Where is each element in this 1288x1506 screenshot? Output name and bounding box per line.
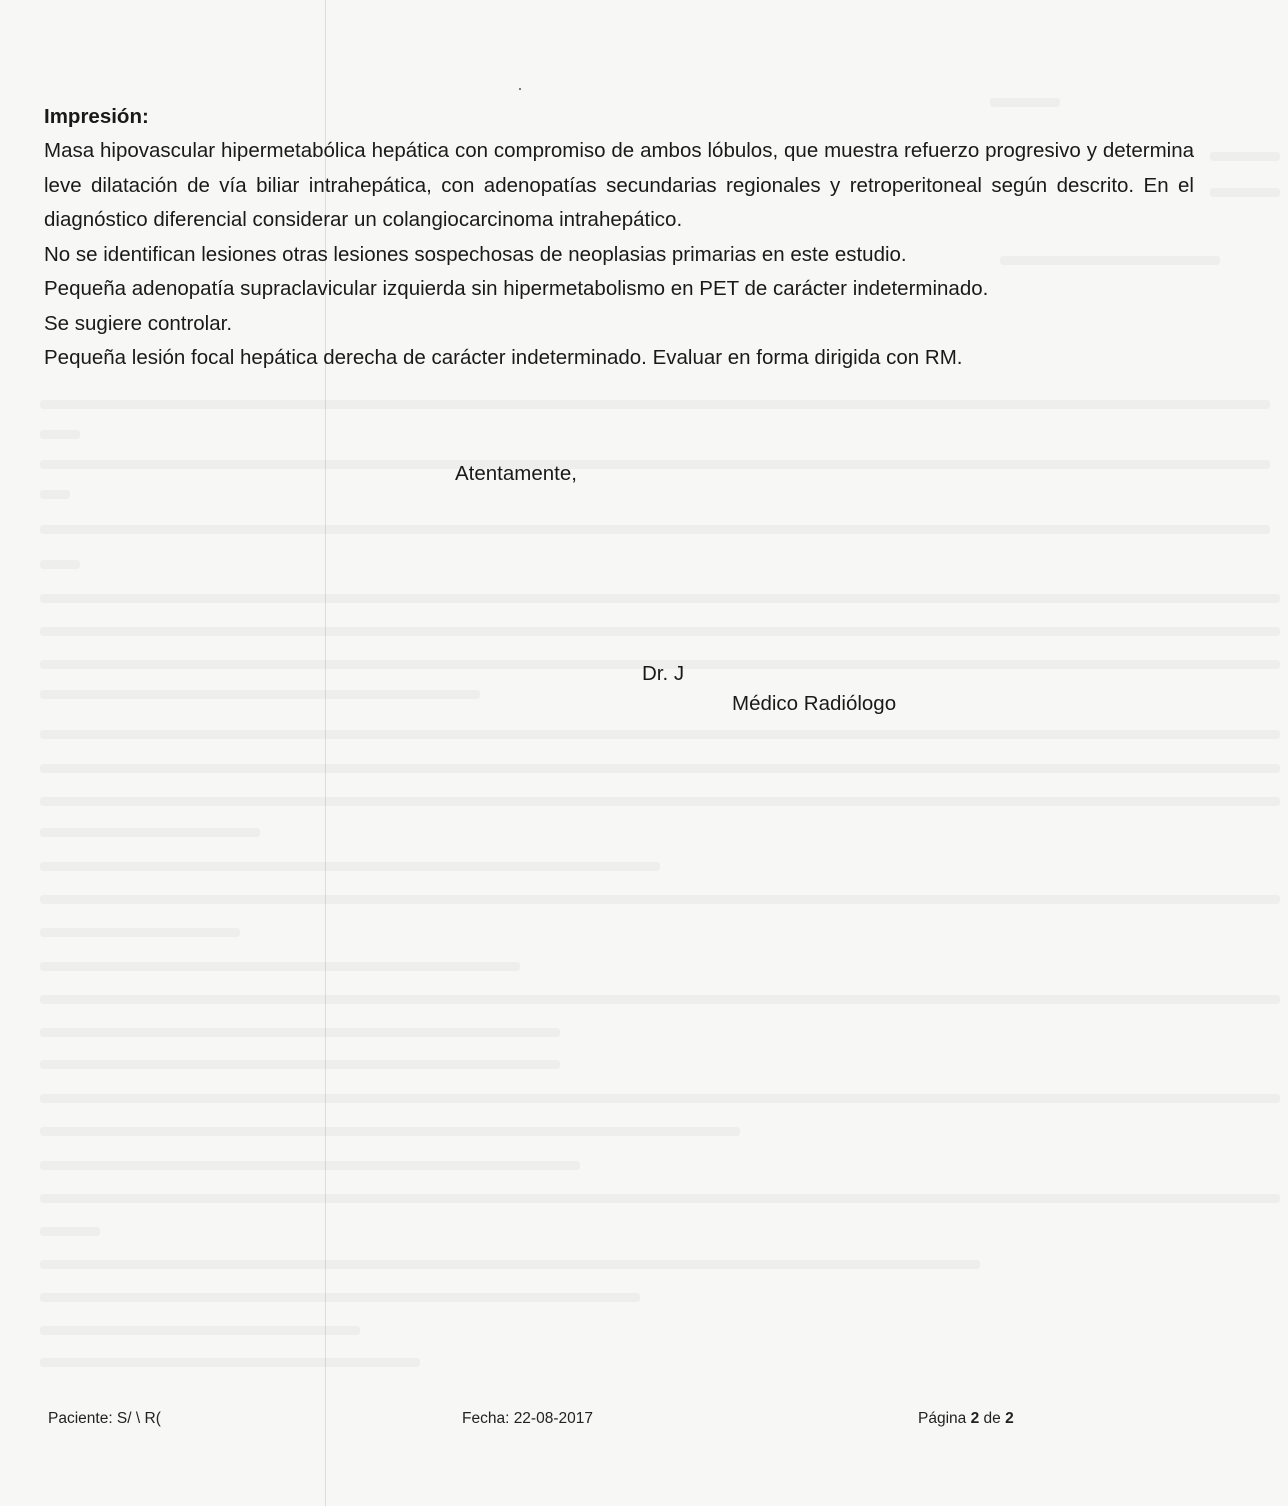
impression-line: Se sugiere controlar. xyxy=(44,311,233,335)
footer-patient: Paciente: S/ \ R( xyxy=(48,1410,161,1427)
impression-line: Pequeña lesión focal hepática derecha de carácter indeterminado. Evaluar en forma dirigida con RM. xyxy=(44,346,963,369)
page-total: 2 xyxy=(1005,1410,1014,1427)
impression-section xyxy=(44,100,1194,376)
page-prefix: Página xyxy=(918,1410,971,1427)
ink-speck xyxy=(519,88,521,90)
page-separator: de xyxy=(979,1410,1006,1427)
footer-page-number xyxy=(918,1410,1014,1428)
signature-name: Dr. J xyxy=(642,662,685,685)
impression-line: Pequeña adenopatía supraclavicular izquierda sin hipermetabolismo en PET de carácter indeterminado. xyxy=(44,277,989,300)
page-current: 2 xyxy=(970,1410,980,1427)
closing-salutation: Atentamente, xyxy=(455,462,577,485)
signature-title: Médico Radiólogo xyxy=(732,692,897,715)
impression-paragraph: Masa hipovascular hipermetabólica hepática con compromiso de ambos lóbulos, que muestra refuerzo progresivo y determina leve dilatación de vía biliar intrahepática, con adenopatías secundarias regionales y retroperitoneal según descrito. En el diagnóstico diferencial considerar un colangiocarcinoma intrahepático. xyxy=(44,139,1194,231)
impression-line: No se identifican lesiones otras lesiones sospechosas de neoplasias primarias en este estudio. xyxy=(44,242,907,266)
footer-date: Fecha: 22-08-2017 xyxy=(462,1410,593,1427)
impression-heading: Impresión: xyxy=(44,105,149,128)
